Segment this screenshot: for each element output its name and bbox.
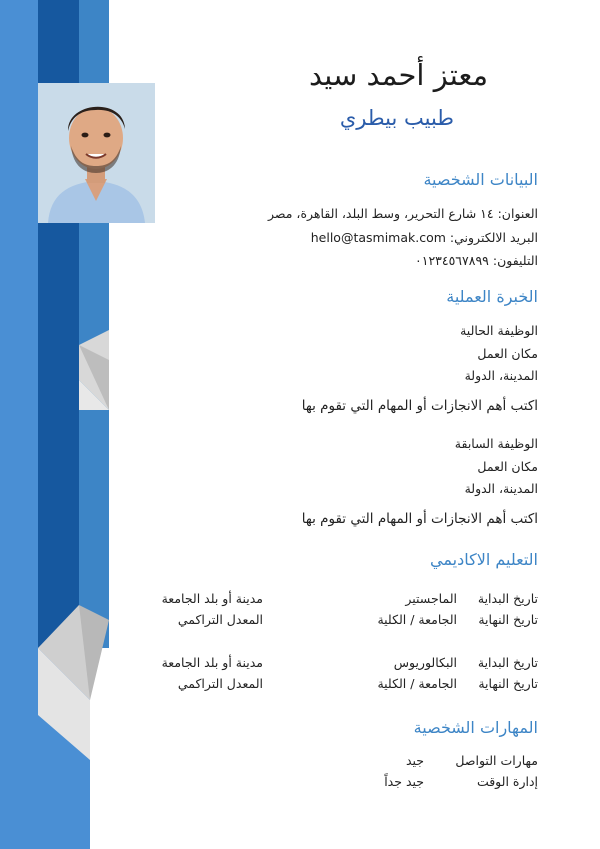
phone-value: ٠١٢٣٤٥٦٧٨٩٩: [415, 253, 489, 268]
email-value[interactable]: hello@tasmimak.com: [310, 230, 446, 245]
full-name: معتز أحمد سيد: [309, 58, 488, 92]
edu-1-start-label: تاريخ البداية: [477, 591, 538, 606]
job-2-place: مكان العمل: [477, 459, 538, 474]
section-title-experience: الخبرة العملية: [446, 287, 538, 306]
edu-2-start-label: تاريخ البداية: [477, 655, 538, 670]
skill-2-name: إدارة الوقت: [476, 774, 538, 789]
skill-1-name: مهارات التواصل: [455, 753, 538, 768]
edu-1-institution: الجامعة / الكلية: [377, 612, 457, 627]
job-1-location: المدينة، الدولة: [464, 368, 538, 383]
address-line: [268, 206, 538, 221]
section-title-education: التعليم الاكاديمي: [430, 550, 538, 569]
edu-2-city: مدينة أو بلد الجامعة: [161, 655, 263, 670]
email-label: البريد الالكتروني:: [449, 230, 538, 245]
edu-2-institution: الجامعة / الكلية: [377, 676, 457, 691]
address-value: ١٤ شارع التحرير، وسط البلد، القاهرة، مصر: [268, 206, 494, 221]
job-2-description: اكتب أهم الانجازات أو المهام التي تقوم بها: [301, 511, 538, 527]
job-1-description: اكتب أهم الانجازات أو المهام التي تقوم بها: [301, 398, 538, 414]
email-line: [311, 230, 538, 245]
skill-1-level: جيد: [405, 753, 424, 768]
phone-line: [415, 253, 538, 268]
edu-2-end-label: تاريخ النهاية: [478, 676, 538, 691]
section-title-skills: المهارات الشخصية: [413, 718, 538, 737]
job-title: طبيب بيطري: [339, 106, 454, 130]
skill-2-level: جيد جداً: [384, 774, 424, 789]
profile-photo: [38, 83, 155, 223]
edu-1-city: مدينة أو بلد الجامعة: [161, 591, 263, 606]
edu-2-gpa: المعدل التراكمي: [177, 676, 263, 691]
job-1-position: الوظيفة الحالية: [460, 323, 538, 338]
section-title-personal: البيانات الشخصية: [423, 170, 538, 189]
edu-1-degree: الماجستير: [405, 591, 457, 606]
job-1-place: مكان العمل: [477, 346, 538, 361]
phone-label: التليفون:: [492, 253, 538, 268]
job-2-location: المدينة، الدولة: [464, 481, 538, 496]
edu-2-degree: البكالوريوس: [393, 655, 457, 670]
address-label: العنوان:: [497, 206, 538, 221]
edu-1-end-label: تاريخ النهاية: [478, 612, 538, 627]
edu-1-gpa: المعدل التراكمي: [177, 612, 263, 627]
job-2-position: الوظيفة السابقة: [454, 436, 538, 451]
